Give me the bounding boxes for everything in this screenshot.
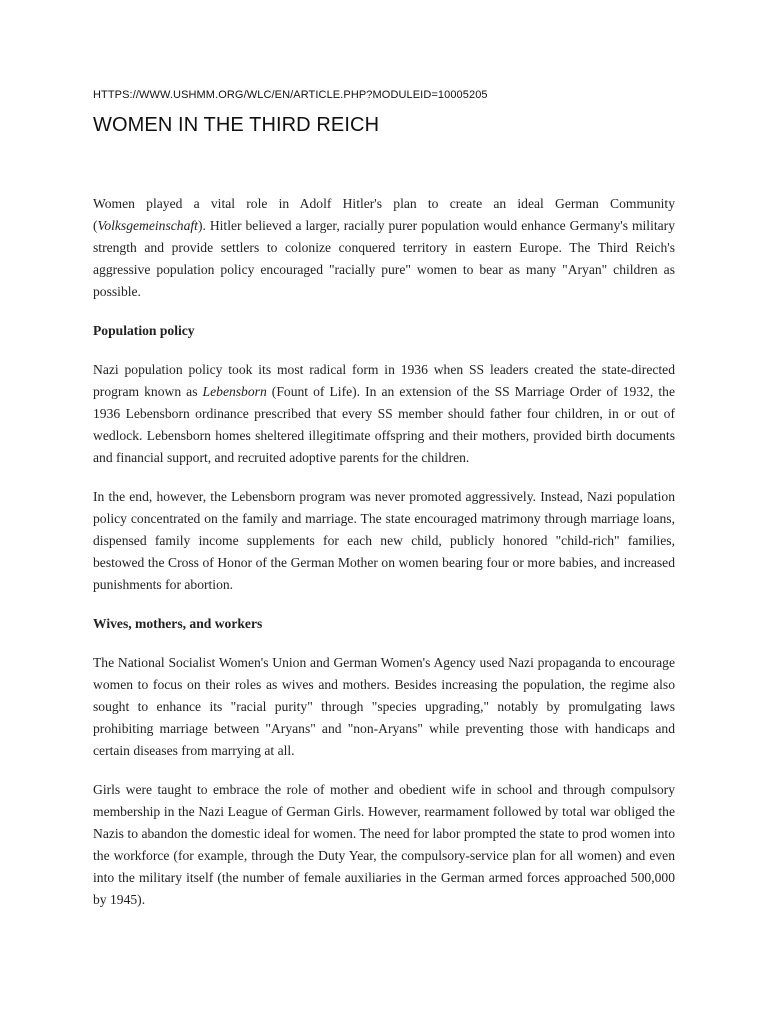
wives-mothers-paragraph-1: The National Socialist Women's Union and German Women's Agency used Nazi propaganda to encourage women to focus on their roles as wives and mothers. Besides increasing the population, the regime also sought to enhance its "racial purity" through "species upgrading," notably by promulgating laws prohibiting marriage between "Aryans" and "non-Aryans" while preventing those with handicaps and certain diseases from marrying at all. [93,655,675,758]
document-page [93,88,675,911]
pp1-text-2: (Fount of Life). In an extension of the SS Marriage Order of 1932, the 1936 Lebensborn ordinance prescribed that every SS member should father four children, in or out of wedlock. Lebensborn homes sheltered illegitimate offspring and their mothers, provided birth documents and financial support, and recruited adoptive parents for the children. [93,384,675,465]
pp1-text-1: Nazi population policy took its most radical form in 1936 when SS leaders created the state-directed program known as [93,362,675,399]
intro-text-2: ). Hitler believed a larger, racially purer population would enhance Germany's military strength and provide settlers to colonize conquered territory in eastern Europe. The Third Reich's aggressive population policy encouraged "racially pure" women to bear as many "Aryan" children as possible. [93,218,675,299]
source-url: HTTPS://WWW.USHMM.ORG/WLC/EN/ARTICLE.PHP?MODULEID=10005205 [93,89,488,101]
section-heading-population-policy: Population policy [93,323,195,338]
intro-paragraph [93,193,675,303]
page-title: WOMEN IN THE THIRD REICH [93,114,380,136]
population-policy-paragraph-1 [93,359,675,469]
intro-text-1: Women played a vital role in Adolf Hitler's plan to create an ideal German Community ( [93,196,675,233]
intro-italic-term: Volksgemeinschaft [97,218,198,233]
section-heading-wives-mothers-workers: Wives, mothers, and workers [93,616,263,631]
wives-mothers-paragraph-2: Girls were taught to embrace the role of mother and obedient wife in school and through compulsory membership in the Nazi League of German Girls. However, rearmament followed by total war obliged the Nazis to abandon the domestic ideal for women. The need for labor prompted the state to prod women into the workforce (for example, through the Duty Year, the compulsory-service plan for all women) and even into the military itself (the number of female auxiliaries in the German armed forces approached 500,000 by 1945). [93,782,675,907]
population-policy-paragraph-2: In the end, however, the Lebensborn program was never promoted aggressively. Instead, Nazi population policy concentrated on the family and marriage. The state encouraged matrimony through marriage loans, dispensed family income supplements for each new child, publicly honored "child-rich" families, bestowed the Cross of Honor of the German Mother on women bearing four or more babies, and increased punishments for abortion. [93,489,675,592]
pp1-italic-term: Lebensborn [202,384,267,399]
